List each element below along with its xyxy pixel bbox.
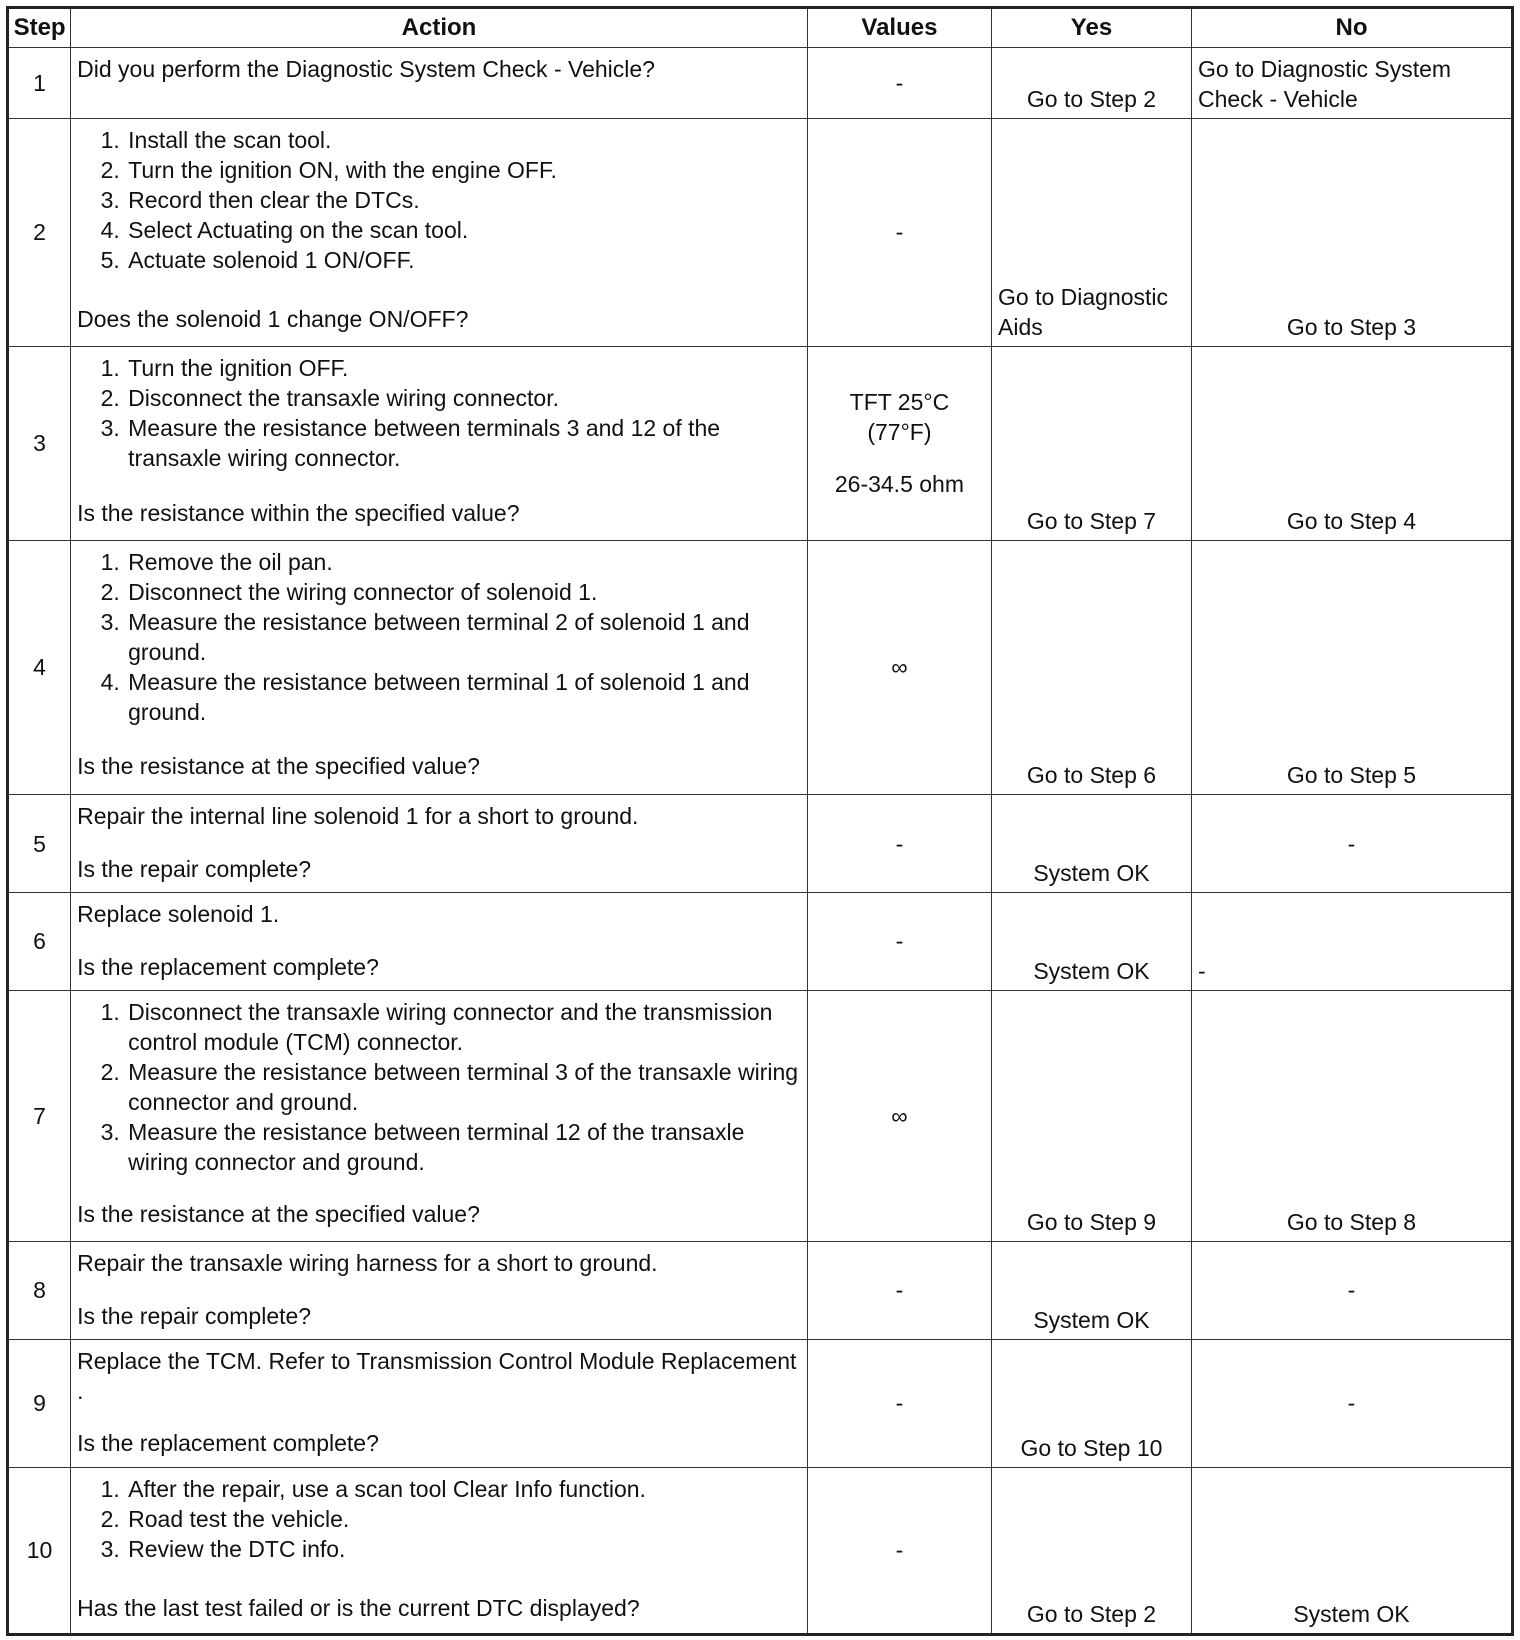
action-question: Is the repair complete? xyxy=(77,856,312,883)
table-row xyxy=(8,1467,1513,1634)
action-cell xyxy=(71,1467,808,1634)
step-number: 9 xyxy=(8,1339,71,1467)
values-cell: - xyxy=(807,48,991,119)
action-cell xyxy=(71,1242,808,1340)
no-cell: - xyxy=(1191,1242,1512,1340)
no-cell: Go to Step 4 xyxy=(1191,347,1512,540)
values-cell: - xyxy=(807,795,991,893)
yes-cell: System OK xyxy=(992,1242,1192,1340)
step-number: 4 xyxy=(8,540,71,795)
table-row xyxy=(8,1339,1513,1467)
table-row xyxy=(8,892,1513,990)
table-row xyxy=(8,990,1513,1242)
list-item: 3. Record then clear the DTCs. xyxy=(126,185,801,215)
yes-cell: Go to Step 6 xyxy=(992,540,1192,795)
list-item: 4. Measure the resistance between terminal 1 of solenoid 1 and ground. xyxy=(126,667,801,727)
step-number: 10 xyxy=(8,1467,71,1634)
action-cell xyxy=(71,540,808,795)
step-number: 5 xyxy=(8,795,71,893)
value-condition: TFT 25°C xyxy=(849,389,950,416)
list-item: 5. Actuate solenoid 1 ON/OFF. xyxy=(126,245,801,275)
values-cell: ∞ xyxy=(807,990,991,1242)
table-row xyxy=(8,347,1513,540)
header-values: Values xyxy=(807,8,991,48)
values-cell: - xyxy=(807,1467,991,1634)
list-item: 2. Disconnect the wiring connector of solenoid 1. xyxy=(126,577,801,607)
action-cell xyxy=(71,1339,808,1467)
action-steps-list xyxy=(77,1474,801,1564)
list-item: 1. Turn the ignition OFF. xyxy=(126,353,801,383)
action-steps-list xyxy=(77,997,801,1177)
list-item: 2. Road test the vehicle. xyxy=(126,1504,801,1534)
action-question: Is the repair complete? xyxy=(77,1303,312,1330)
no-cell: System OK xyxy=(1191,1467,1512,1634)
no-cell: Go to Step 8 xyxy=(1191,990,1512,1242)
values-cell: ∞ xyxy=(807,540,991,795)
list-item: 1. Install the scan tool. xyxy=(126,125,801,155)
action-question: Is the resistance at the specified value? xyxy=(77,752,480,779)
header-action: Action xyxy=(71,8,808,48)
value-condition-f: (77°F) xyxy=(867,419,932,446)
action-steps-list xyxy=(77,547,801,727)
header-no: No xyxy=(1191,8,1512,48)
no-cell: Go to Step 5 xyxy=(1191,540,1512,795)
action-text: Did you perform the Diagnostic System Check - Vehicle? xyxy=(77,56,655,82)
action-cell xyxy=(71,892,808,990)
list-item: 3. Review the DTC info. xyxy=(126,1534,801,1564)
action-question: Is the replacement complete? xyxy=(77,953,379,980)
header-yes: Yes xyxy=(992,8,1192,48)
no-cell: Go to Step 3 xyxy=(1191,118,1512,347)
header-row xyxy=(8,8,1513,48)
values-cell: - xyxy=(807,1242,991,1340)
list-item: 3. Measure the resistance between terminal 2 of solenoid 1 and ground. xyxy=(126,607,801,667)
yes-cell: Go to Step 2 xyxy=(992,48,1192,119)
list-item: 2. Measure the resistance between terminal 3 of the transaxle wiring connector and ground. xyxy=(126,1057,801,1117)
list-item: 1. Disconnect the transaxle wiring connector and the transmission control module (TCM) connector. xyxy=(126,997,801,1057)
yes-cell: Go to Step 9 xyxy=(992,990,1192,1242)
step-number: 1 xyxy=(8,48,71,119)
action-steps-list xyxy=(77,353,801,473)
yes-cell: System OK xyxy=(992,892,1192,990)
action-cell xyxy=(71,795,808,893)
table-row xyxy=(8,540,1513,795)
action-text: Replace the TCM. Refer to Transmission Control Module Replacement . xyxy=(77,1347,797,1404)
action-text: Repair the transaxle wiring harness for a short to ground. xyxy=(77,1250,658,1277)
action-text: Replace solenoid 1. xyxy=(77,900,280,927)
values-cell: - xyxy=(807,892,991,990)
diagnostic-table xyxy=(6,6,1514,1636)
list-item: 3. Measure the resistance between terminal 12 of the transaxle wiring connector and ground. xyxy=(126,1117,801,1177)
yes-cell: Go to Step 10 xyxy=(992,1339,1192,1467)
yes-cell: System OK xyxy=(992,795,1192,893)
no-cell: - xyxy=(1191,795,1512,893)
step-number: 3 xyxy=(8,347,71,540)
table-row xyxy=(8,48,1513,119)
list-item: 1. After the repair, use a scan tool Clear Info function. xyxy=(126,1474,801,1504)
table-row xyxy=(8,1242,1513,1340)
list-item: 2. Turn the ignition ON, with the engine OFF. xyxy=(126,155,801,185)
list-item: 1. Remove the oil pan. xyxy=(126,547,801,577)
action-cell xyxy=(71,990,808,1242)
action-question: Is the resistance within the specified value? xyxy=(77,500,520,527)
action-cell xyxy=(71,48,808,119)
values-cell: - xyxy=(807,1339,991,1467)
action-cell xyxy=(71,347,808,540)
list-item: 4. Select Actuating on the scan tool. xyxy=(126,215,801,245)
value-spec: 26-34.5 ohm xyxy=(834,471,964,498)
action-cell xyxy=(71,118,808,347)
action-text: Repair the internal line solenoid 1 for a short to ground. xyxy=(77,803,639,830)
action-question: Is the resistance at the specified value? xyxy=(77,1200,480,1227)
action-question: Is the replacement complete? xyxy=(77,1429,379,1456)
table-row xyxy=(8,118,1513,347)
header-step: Step xyxy=(8,8,71,48)
action-steps-list xyxy=(77,125,801,275)
list-item: 3. Measure the resistance between terminals 3 and 12 of the transaxle wiring connector. xyxy=(126,413,801,473)
no-cell: Go to Diagnostic System Check - Vehicle xyxy=(1191,48,1512,119)
action-question: Does the solenoid 1 change ON/OFF? xyxy=(77,305,469,332)
action-question: Has the last test failed or is the current DTC displayed? xyxy=(77,1594,640,1621)
yes-cell: Go to Step 7 xyxy=(992,347,1192,540)
no-cell: - xyxy=(1191,892,1512,990)
list-item: 2. Disconnect the transaxle wiring connector. xyxy=(126,383,801,413)
yes-cell: Go to Diagnostic Aids xyxy=(992,118,1192,347)
yes-cell: Go to Step 2 xyxy=(992,1467,1192,1634)
table-row xyxy=(8,795,1513,893)
no-cell: - xyxy=(1191,1339,1512,1467)
step-number: 7 xyxy=(8,990,71,1242)
step-number: 6 xyxy=(8,892,71,990)
values-cell xyxy=(807,347,991,540)
step-number: 8 xyxy=(8,1242,71,1340)
values-cell: - xyxy=(807,118,991,347)
step-number: 2 xyxy=(8,118,71,347)
